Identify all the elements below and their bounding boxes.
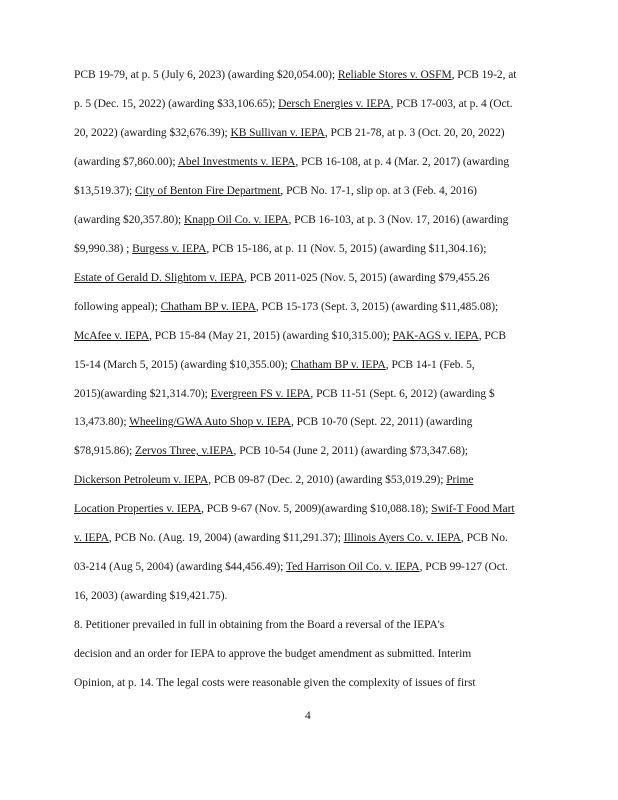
case-citation: Wheeling/GWA Auto Shop v. IEPA (129, 416, 291, 428)
text-line (74, 647, 471, 661)
text-line (74, 676, 476, 690)
line-text: , PCB 15-173 (Sept. 3, 2015) (awarding $11,485.08); (255, 301, 499, 313)
case-citation: Prime (446, 474, 474, 486)
case-citation: Chatham BP v. IEPA (290, 359, 386, 371)
text-line (74, 618, 444, 632)
line-text: $78,915.86); (74, 445, 135, 457)
case-citation: v. IEPA (74, 532, 109, 544)
line-text: , PCB 16-108, at p. 4 (Mar. 2, 2017) (awarding (295, 156, 510, 168)
case-citation: Reliable Stores v. OSFM (337, 69, 452, 81)
line-text: PCB 19-79, at p. 5 (July 6, 2023) (awarding $20,054.00); (74, 69, 338, 81)
text-line (74, 155, 509, 169)
text-line (74, 300, 498, 314)
line-text: , PCB 17-003, at p. 4 (Oct. (390, 98, 513, 110)
line-text: , PCB 14-1 (Feb. 5, (385, 359, 475, 371)
case-citation: Abel Investments v. IEPA (177, 156, 296, 168)
text-line (74, 184, 477, 198)
line-text: 16, 2003) (awarding $19,421.75). (74, 590, 228, 602)
text-line (74, 213, 508, 227)
text-line (74, 97, 513, 111)
case-citation: Dickerson Petroleum v. IEPA (74, 474, 209, 486)
text-line (74, 126, 505, 140)
line-text: (awarding $7,860.00); (74, 156, 178, 168)
case-citation: Burgess v. IEPA (132, 243, 207, 255)
text-line (74, 68, 516, 82)
case-citation: Ted Harrison Oil Co. v. IEPA (285, 561, 420, 573)
text-line (74, 444, 468, 458)
line-text: , PCB (478, 330, 506, 342)
line-text: $13,519.37); (74, 185, 135, 197)
text-line (74, 271, 490, 285)
line-text: , PCB 21-78, at p. 3 (Oct. 20, 20, 2022) (324, 127, 505, 139)
line-text: 13,473.80); (74, 416, 130, 428)
line-text: , PCB 11-51 (Sept. 6, 2012) (awarding $ (310, 388, 495, 400)
line-text: , PCB 10-54 (June 2, 2011) (awarding $73,347.68); (233, 445, 468, 457)
line-text: , PCB 10-70 (Sept. 22, 2011) (awarding (290, 416, 473, 428)
case-citation: Illinois Ayers Co. v. IEPA (343, 532, 461, 544)
line-text: , PCB 9-67 (Nov. 5, 2009)(awarding $10,088.18); (201, 503, 432, 515)
text-line (74, 387, 495, 401)
line-text: , PCB 2011-025 (Nov. 5, 2015) (awarding $79,455.26 (244, 272, 490, 284)
text-line (74, 531, 508, 545)
line-text: , PCB No. 17-1, slip op. at 3 (Feb. 4, 2016) (280, 185, 477, 197)
line-text: $9,990.38) ; (74, 243, 133, 255)
line-text: decision and an order for IEPA to approve the budget amendment as submitted. Interim (74, 648, 472, 660)
text-line (74, 329, 506, 343)
text-line (74, 358, 475, 372)
page-number: 4 (305, 710, 311, 722)
text-line (74, 589, 227, 603)
text-line (74, 502, 515, 516)
line-text: , PCB 15-84 (May 21, 2015) (awarding $10,315.00); (149, 330, 393, 342)
line-text: Opinion, at p. 14. The legal costs were reasonable given the complexity of issues of first (74, 677, 476, 689)
text-line (74, 242, 486, 256)
case-citation: Estate of Gerald D. Slightom v. IEPA (74, 272, 245, 284)
case-citation: Location Properties v. IEPA (74, 503, 202, 515)
case-citation: PAK-AGS v. IEPA (392, 330, 479, 342)
case-citation: Chatham BP v. IEPA (160, 301, 256, 313)
text-line (74, 560, 508, 574)
line-text: following appeal); (74, 301, 161, 313)
text-line (74, 415, 472, 429)
case-citation: Evergreen FS v. IEPA (210, 388, 311, 400)
line-text: 2015)(awarding $21,314.70); (74, 388, 211, 400)
line-text: , PCB No. (460, 532, 508, 544)
case-citation: Swif-T Food Mart (431, 503, 515, 515)
line-text: , PCB 15-186, at p. 11 (Nov. 5, 2015) (awarding $11,304.16); (206, 243, 487, 255)
line-text: , PCB 19-2, at (451, 69, 517, 81)
case-citation: KB Sullivan v. IEPA (230, 127, 325, 139)
line-text: p. 5 (Dec. 15, 2022) (awarding $33,106.65); (74, 98, 279, 110)
case-citation: Knapp Oil Co. v. IEPA (184, 214, 289, 226)
case-citation: Dersch Energies v. IEPA (278, 98, 391, 110)
case-citation: Zervos Three, v.IEPA (135, 445, 234, 457)
case-citation: City of Benton Fire Department (135, 185, 281, 197)
line-text: , PCB 09-87 (Dec. 2, 2010) (awarding $53,019.29); (208, 474, 447, 486)
line-text: , PCB 99-127 (Oct. (419, 561, 508, 573)
line-text: 8. Petitioner prevailed in full in obtaining from the Board a reversal of the IEPA's (74, 619, 445, 631)
line-text: 20, 2022) (awarding $32,676.39); (74, 127, 231, 139)
line-text: 03-214 (Aug 5, 2004) (awarding $44,456.49); (74, 561, 286, 573)
case-citation: McAfee v. IEPA (74, 330, 150, 342)
text-line (74, 473, 473, 487)
line-text: , PCB No. (Aug. 19, 2004) (awarding $11,291.37); (108, 532, 344, 544)
line-text: 15-14 (March 5, 2015) (awarding $10,355.00); (74, 359, 291, 371)
line-text: (awarding $20,357.80); (74, 214, 184, 226)
line-text: , PCB 16-103, at p. 3 (Nov. 17, 2016) (awarding (288, 214, 509, 226)
